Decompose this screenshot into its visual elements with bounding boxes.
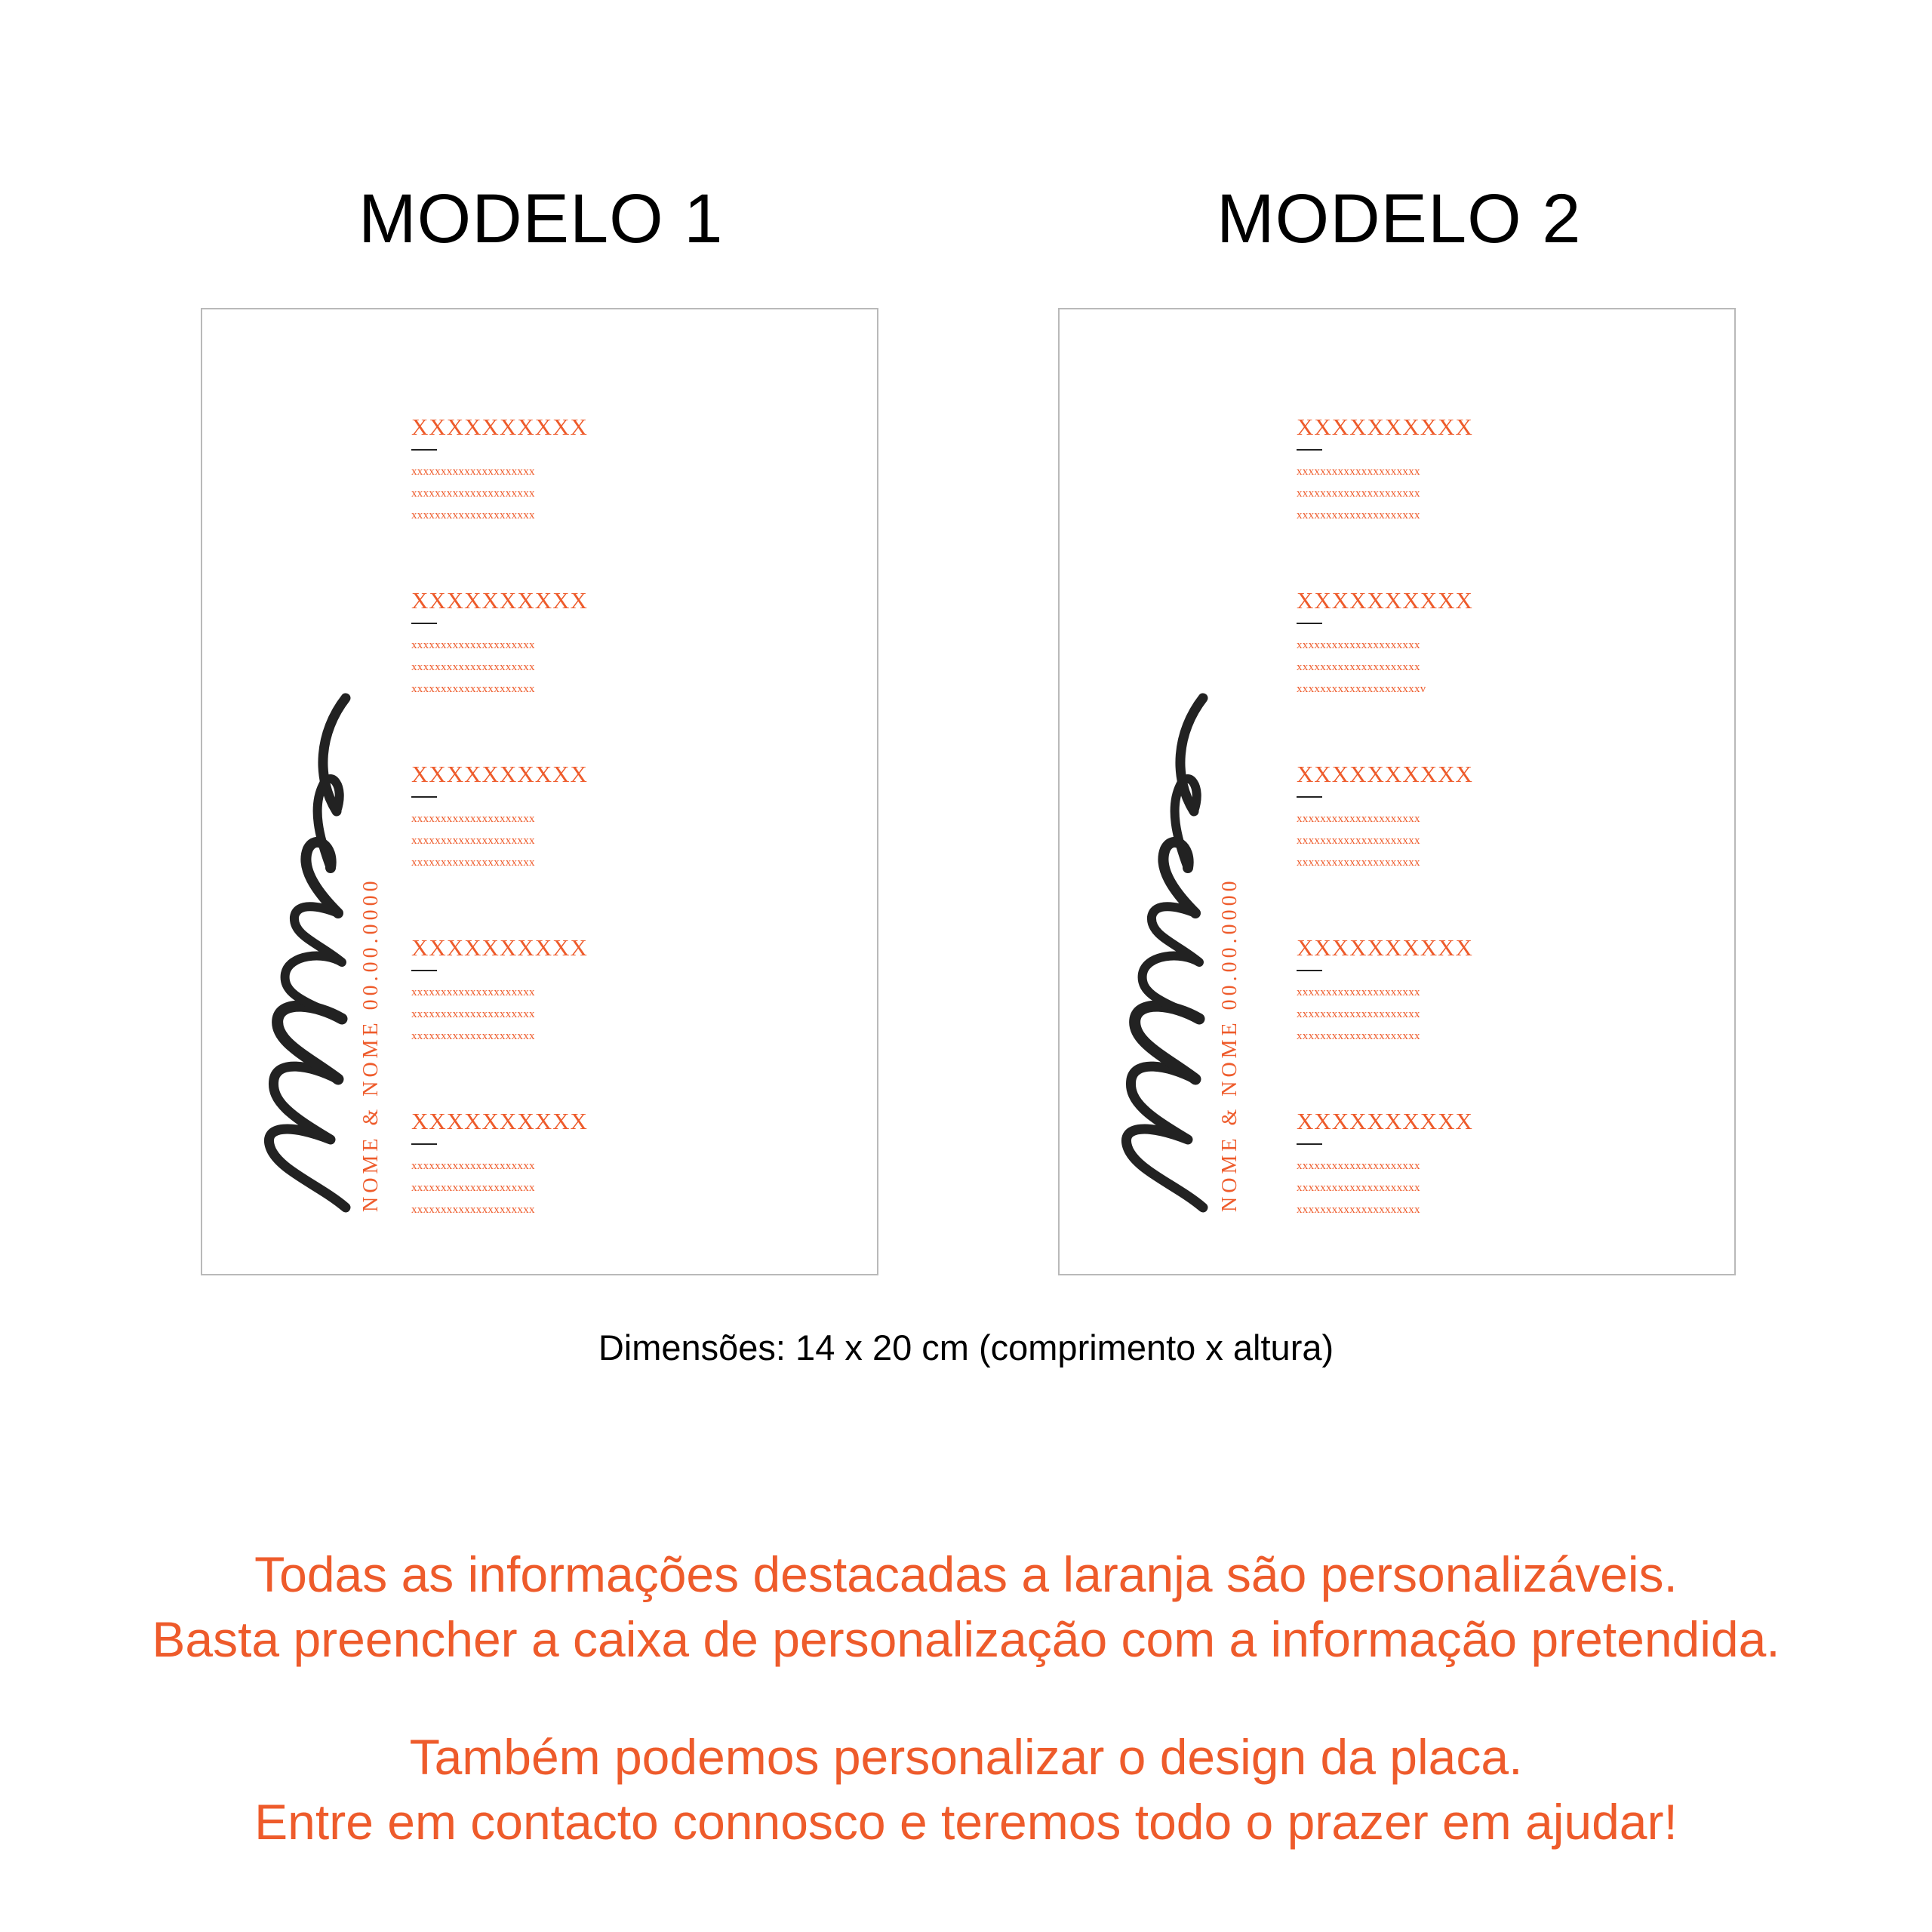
section-line: xxxxxxxxxxxxxxxxxxxxx <box>411 1008 535 1020</box>
section-title: XXXXXXXXXX <box>1297 414 1473 440</box>
menu-section <box>1297 934 1473 1108</box>
section-line: xxxxxxxxxxxxxxxxxxxxxv <box>1297 683 1426 695</box>
section-line: xxxxxxxxxxxxxxxxxxxxx <box>411 1160 535 1172</box>
menu-script-lettering <box>1105 687 1218 1215</box>
section-line: xxxxxxxxxxxxxxxxxxxxx <box>1297 1182 1420 1194</box>
section-divider <box>411 449 437 451</box>
menu-sections <box>411 414 588 1281</box>
section-line: xxxxxxxxxxxxxxxxxxxxx <box>1297 661 1420 673</box>
section-line: xxxxxxxxxxxxxxxxxxxxx <box>1297 813 1420 825</box>
section-line: xxxxxxxxxxxxxxxxxxxxx <box>411 488 535 500</box>
section-divider <box>1297 449 1322 451</box>
section-line: xxxxxxxxxxxxxxxxxxxxx <box>411 857 535 869</box>
menu-script-lettering <box>248 687 361 1215</box>
section-line: xxxxxxxxxxxxxxxxxxxxx <box>411 835 535 847</box>
section-line: xxxxxxxxxxxxxxxxxxxxx <box>411 466 535 478</box>
section-line: xxxxxxxxxxxxxxxxxxxxx <box>1297 1030 1420 1042</box>
note-line: Basta preencher a caixa de personalização com a informação pretendida. <box>152 1611 1780 1667</box>
menu-card-model-1 <box>201 308 878 1275</box>
section-line: xxxxxxxxxxxxxxxxxxxxx <box>411 1182 535 1194</box>
menu-section <box>411 934 588 1108</box>
section-line: xxxxxxxxxxxxxxxxxxxxx <box>1297 857 1420 869</box>
section-divider <box>1297 796 1322 798</box>
customization-note <box>0 1542 1932 1672</box>
model-2-title: MODELO 2 <box>1217 180 1582 257</box>
section-title: XXXXXXXXXX <box>1297 587 1473 614</box>
menu-section <box>411 414 588 587</box>
section-divider <box>1297 1143 1322 1145</box>
section-divider <box>411 796 437 798</box>
note-line: Todas as informações destacadas a laranja são personalizáveis. <box>254 1546 1678 1602</box>
menu-section <box>1297 414 1473 587</box>
menu-card-model-2 <box>1058 308 1736 1275</box>
section-line: xxxxxxxxxxxxxxxxxxxxx <box>1297 1008 1420 1020</box>
section-title: XXXXXXXXXX <box>411 414 588 440</box>
section-line: xxxxxxxxxxxxxxxxxxxxx <box>411 683 535 695</box>
menu-section <box>1297 587 1473 761</box>
couple-names-date: NOME & NOME 00.00.0000 <box>1218 877 1241 1212</box>
section-divider <box>411 970 437 971</box>
section-title: XXXXXXXXXX <box>411 587 588 614</box>
couple-names-date: NOME & NOME 00.00.0000 <box>359 877 383 1212</box>
section-title: XXXXXXXXXX <box>1297 761 1473 787</box>
section-line: xxxxxxxxxxxxxxxxxxxxx <box>411 639 535 651</box>
section-line: xxxxxxxxxxxxxxxxxxxxx <box>411 986 535 998</box>
section-divider <box>411 623 437 624</box>
section-title: XXXXXXXXXX <box>411 934 588 961</box>
menu-section <box>411 1108 588 1281</box>
menu-script-graphic <box>248 687 361 1215</box>
section-divider <box>1297 623 1322 624</box>
section-divider <box>1297 970 1322 971</box>
section-title: XXXXXXXXXX <box>1297 1108 1473 1134</box>
section-line: xxxxxxxxxxxxxxxxxxxxx <box>1297 1160 1420 1172</box>
section-line: xxxxxxxxxxxxxxxxxxxxx <box>1297 986 1420 998</box>
contact-note <box>0 1724 1932 1854</box>
section-divider <box>411 1143 437 1145</box>
note-line: Entre em contacto connosco e teremos todo o prazer em ajudar! <box>254 1794 1678 1850</box>
section-line: xxxxxxxxxxxxxxxxxxxxx <box>411 661 535 673</box>
note-line: Também podemos personalizar o design da placa. <box>409 1729 1523 1785</box>
menu-section <box>1297 761 1473 934</box>
section-title: XXXXXXXXXX <box>411 1108 588 1134</box>
menu-script-graphic <box>1105 687 1218 1215</box>
section-line: xxxxxxxxxxxxxxxxxxxxx <box>1297 509 1420 521</box>
section-line: xxxxxxxxxxxxxxxxxxxxx <box>1297 835 1420 847</box>
section-line: xxxxxxxxxxxxxxxxxxxxx <box>1297 639 1420 651</box>
section-line: xxxxxxxxxxxxxxxxxxxxx <box>411 813 535 825</box>
menu-section <box>411 587 588 761</box>
section-line: xxxxxxxxxxxxxxxxxxxxx <box>1297 1204 1420 1216</box>
model-1-title: MODELO 1 <box>358 180 724 257</box>
section-line: xxxxxxxxxxxxxxxxxxxxx <box>411 509 535 521</box>
section-line: xxxxxxxxxxxxxxxxxxxxx <box>1297 488 1420 500</box>
section-title: XXXXXXXXXX <box>411 761 588 787</box>
section-line: xxxxxxxxxxxxxxxxxxxxx <box>411 1204 535 1216</box>
menu-section <box>1297 1108 1473 1281</box>
menu-sections <box>1297 414 1473 1281</box>
section-line: xxxxxxxxxxxxxxxxxxxxx <box>411 1030 535 1042</box>
menu-section <box>411 761 588 934</box>
section-title: XXXXXXXXXX <box>1297 934 1473 961</box>
dimensions-text: Dimensões: 14 x 20 cm (comprimento x altura) <box>598 1327 1334 1367</box>
section-line: xxxxxxxxxxxxxxxxxxxxx <box>1297 466 1420 478</box>
